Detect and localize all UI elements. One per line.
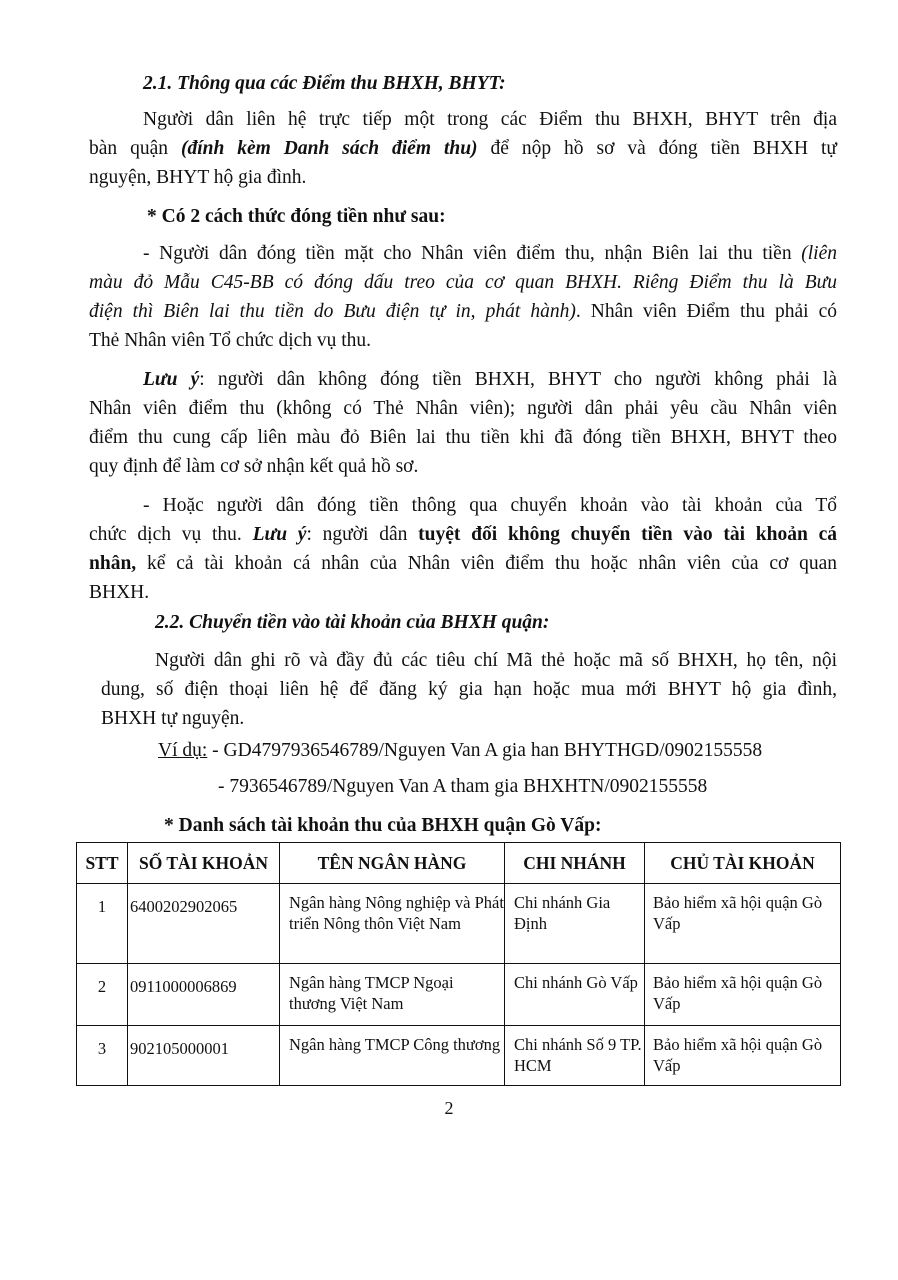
table-row [77,884,841,964]
example-line-2: - 7936546789/Nguyen Van A tham gia BHXHTN/0902155558 [218,776,708,797]
transfer-method-line-4: BHXH. [89,582,150,603]
row-account-number: 6400202902065 [128,884,280,964]
row-stt: 3 [77,1026,128,1086]
row-bank-name: Ngân hàng TMCP Ngoại thương Việt Nam [280,964,505,1026]
transfer-method-line-1: - Hoặc người dân đóng tiền thông qua chuyển khoản vào tài khoản của Tổ [143,495,837,516]
section-2-1-paragraph-line-3: nguyện, BHYT hộ gia đình. [89,167,307,188]
header-branch: CHI NHÁNH [505,843,645,884]
row-account-owner: Bảo hiểm xã hội quận Gò Vấp [645,964,841,1026]
example-line-1: Ví dụ: - GD4797936546789/Nguyen Van A gia han BHYTHGD/0902155558 [158,740,763,761]
section-2-1-paragraph-line-1: Người dân liên hệ trực tiếp một trong các Điểm thu BHXH, BHYT trên địa [143,109,837,130]
header-account-number: SỐ TÀI KHOẢN [128,843,280,884]
note-1-line-1: Lưu ý: người dân không đóng tiền BHXH, BHYT cho người không phải là [143,369,837,390]
row-branch: Chi nhánh Số 9 TP. HCM [505,1026,645,1086]
row-stt: 2 [77,964,128,1026]
section-2-2-paragraph-line-1: Người dân ghi rõ và đầy đủ các tiêu chí Mã thẻ hoặc mã số BHXH, họ tên, nội [155,650,837,671]
note-1-line-2: Nhân viên điểm thu (không có Thẻ Nhân viên); người dân phải yêu cầu Nhân viên [89,398,837,419]
table-header-row [77,843,841,884]
row-bank-name: Ngân hàng Nông nghiệp và Phát triển Nông thôn Việt Nam [280,884,505,964]
transfer-method-line-2: chức dịch vụ thu. Lưu ý: người dân tuyệt đối không chuyển tiền vào tài khoản cá [89,524,837,545]
payment-methods-heading: * Có 2 cách thức đóng tiền như sau: [147,206,446,227]
note-1-line-3: điểm thu cung cấp liên màu đỏ Biên lai thu tiền khi đã đóng tiền BHXH, BHYT theo [89,427,837,448]
row-branch: Chi nhánh Gia Định [505,884,645,964]
header-bank-name: TÊN NGÂN HÀNG [280,843,505,884]
row-stt: 1 [77,884,128,964]
note-1-line-4: quy định để làm cơ sở nhận kết quả hồ sơ. [89,456,419,477]
page-number: 2 [444,1098,454,1118]
accounts-list-heading: * Danh sách tài khoản thu của BHXH quận Gò Vấp: [164,815,602,836]
row-account-number: 902105000001 [128,1026,280,1086]
section-2-2-paragraph-line-2: dung, số điện thoại liên hệ để đăng ký gia hạn hoặc mua mới BHYT hộ gia đình, [101,679,837,700]
section-2-2-paragraph-line-3: BHXH tự nguyện. [101,708,245,729]
row-account-owner: Bảo hiểm xã hội quận Gò Vấp [645,1026,841,1086]
transfer-method-line-3: nhân, kể cả tài khoản cá nhân của Nhân viên điểm thu hoặc nhân viên của cơ quan [89,553,837,574]
table-row [77,964,841,1026]
row-bank-name: Ngân hàng TMCP Công thương [280,1026,505,1086]
table-row [77,1026,841,1086]
cash-method-line-1: - Người dân đóng tiền mặt cho Nhân viên điểm thu, nhận Biên lai thu tiền (liên [143,243,837,264]
header-account-owner: CHỦ TÀI KHOẢN [645,843,841,884]
header-stt: STT [77,843,128,884]
section-2-1-paragraph-line-2: bàn quận (đính kèm Danh sách điểm thu) để nộp hồ sơ và đóng tiền BHXH tự [89,138,837,159]
accounts-table [76,842,841,1086]
row-account-owner: Bảo hiểm xã hội quận Gò Vấp [645,884,841,964]
cash-method-line-3: điện thì Biên lai thu tiền do Bưu điện tự in, phát hành). Nhân viên Điểm thu phải có [89,301,838,322]
cash-method-line-2: màu đỏ Mẫu C45-BB có đóng dấu treo của cơ quan BHXH. Riêng Điểm thu là Bưu [89,272,837,293]
row-account-number: 0911000006869 [128,964,280,1026]
section-2-2-title: 2.2. Chuyển tiền vào tài khoản của BHXH quận: [155,612,550,633]
row-branch: Chi nhánh Gò Vấp [505,964,645,1026]
section-2-1-title: 2.1. Thông qua các Điểm thu BHXH, BHYT: [143,73,506,94]
cash-method-line-4: Thẻ Nhân viên Tổ chức dịch vụ thu. [89,330,372,351]
